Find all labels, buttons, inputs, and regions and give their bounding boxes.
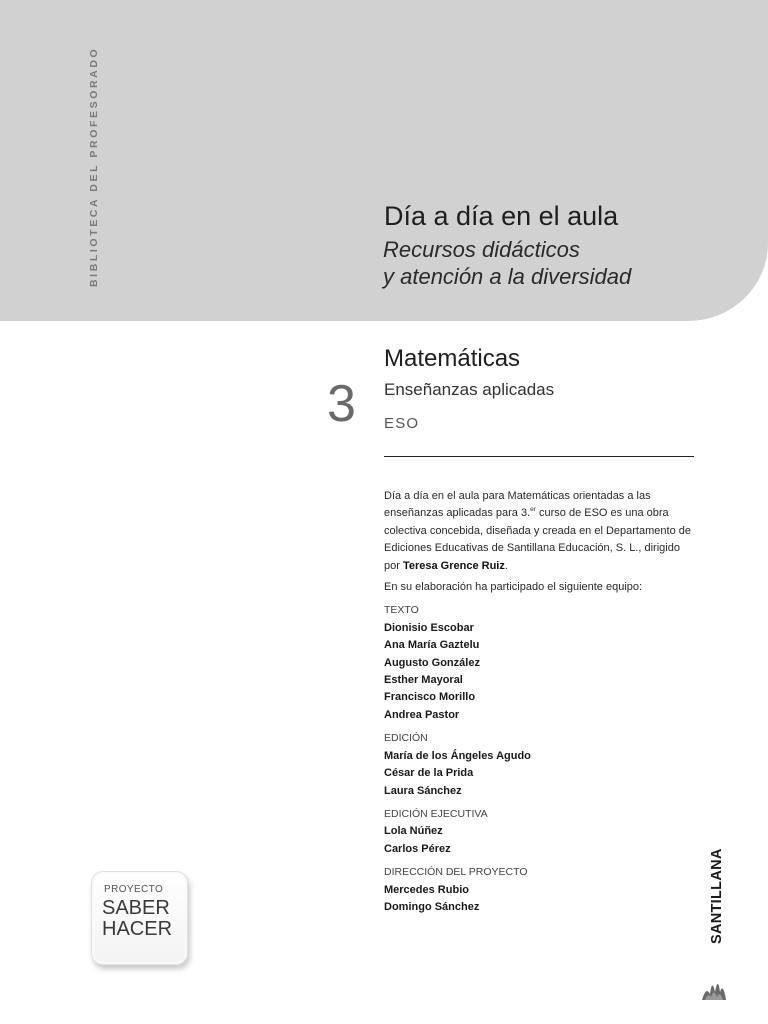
credit-group-title: DIRECCIÓN DEL PROYECTO <box>384 866 528 879</box>
credits-intro <box>384 488 696 575</box>
track-label: Enseñanzas aplicadas <box>384 380 555 399</box>
credit-name: Laura Sánchez <box>384 784 462 797</box>
saber-hacer-badge <box>91 871 188 965</box>
page-title: Día a día en el aula <box>384 201 619 231</box>
credit-name: Esther Mayoral <box>384 674 463 687</box>
credit-groups <box>384 602 696 916</box>
badge-line-2: SABER <box>102 897 170 919</box>
divider <box>384 456 694 457</box>
director-name: Teresa Grence Ruiz <box>402 559 505 572</box>
credit-name: Carlos Pérez <box>384 842 451 855</box>
publisher-logo-icon <box>700 970 728 1004</box>
credit-group-title: EDICIÓN EJECUTIVA <box>384 807 488 820</box>
team-intro: En su elaboración ha participado el siguiente equipo: <box>384 581 643 594</box>
subtitle-line-1: Recursos didácticos <box>383 237 580 262</box>
credits-block <box>384 488 696 922</box>
credit-name: César de la Prida <box>384 767 474 780</box>
intro-text-cont: curso de ESO es una obra colectiva concebida, diseñada y creada en el Departamento de Ediciones Educativas de Santillana Educación, S. L., dirigido por <box>384 507 691 572</box>
ordinal-suffix: er <box>530 506 536 514</box>
credit-name: Lola Núñez <box>384 825 443 838</box>
credit-name: Dionisio Escobar <box>384 621 474 634</box>
credit-name: María de los Ángeles Agudo <box>384 749 531 762</box>
credit-name: Domingo Sánchez <box>384 900 480 913</box>
subject-title: Matemáticas <box>384 345 521 372</box>
credit-name: Andrea Pastor <box>384 708 460 721</box>
credit-group-title: EDICIÓN <box>384 732 428 745</box>
publisher-name: SANTILLANA <box>709 848 725 944</box>
page-subtitle <box>383 236 631 290</box>
credit-group-title: TEXTO <box>384 604 419 617</box>
credit-name: Mercedes Rubio <box>384 883 469 896</box>
intro-text: Día a día en el aula para Matemáticas orientadas a las enseñanzas aplicadas para 3. <box>384 490 651 520</box>
course-number: 3 <box>327 375 356 433</box>
credit-group <box>384 806 696 858</box>
collection-label: BIBLIOTECA DEL PROFESORADO <box>88 46 100 287</box>
subtitle-line-2: y atención a la diversidad <box>383 264 632 289</box>
intro-end: . <box>504 559 508 572</box>
credit-name: Ana María Gaztelu <box>384 639 480 652</box>
badge-line-3: HACER <box>102 918 173 940</box>
badge-line-1: PROYECTO <box>104 884 164 895</box>
credit-group <box>384 602 696 724</box>
credit-name: Augusto González <box>384 656 480 669</box>
credit-group <box>384 864 696 916</box>
credit-name: Francisco Morillo <box>384 691 476 704</box>
credit-group <box>384 730 696 800</box>
level-label: ESO <box>384 415 420 432</box>
